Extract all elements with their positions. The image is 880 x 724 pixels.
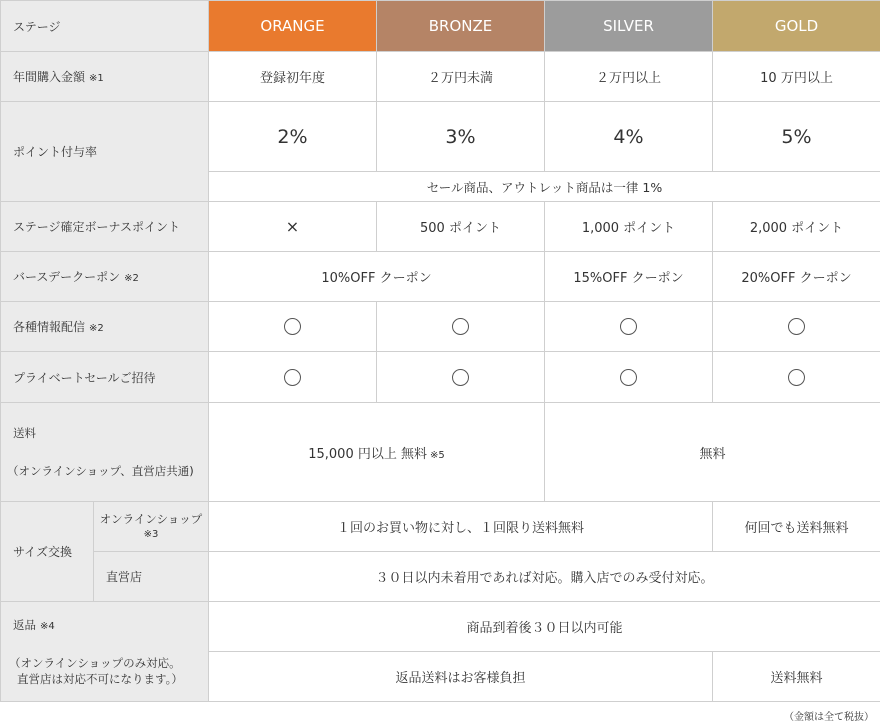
annual-gold: 10 万円以上 xyxy=(713,52,880,102)
bonus-orange-cross-icon: × xyxy=(209,202,377,252)
size-exchange-store-row xyxy=(1,552,880,602)
private-sale-silver xyxy=(545,352,713,403)
info-label-text: 各種情報配信 xyxy=(13,320,86,334)
birthday-row xyxy=(1,252,880,302)
info-label xyxy=(1,302,209,352)
private-sale-bronze xyxy=(377,352,545,403)
online-label-text: オンラインショップ xyxy=(99,511,203,526)
circle-icon xyxy=(284,318,301,335)
returns-period: 商品到着後３０日以内可能 xyxy=(209,602,880,652)
info-gold xyxy=(713,302,880,352)
bonus-gold: 2,000 ポイント xyxy=(713,202,880,252)
circle-icon xyxy=(452,318,469,335)
shipping-note: ※5 xyxy=(430,449,445,461)
returns-sub2: 直営店は対応不可になります。） xyxy=(17,671,183,686)
bonus-label: ステージ確定ボーナスポイント xyxy=(1,202,209,252)
points-bronze: 3% xyxy=(377,102,545,172)
points-label: ポイント付与率 xyxy=(1,102,209,202)
annual-label xyxy=(1,52,209,102)
info-note: ※2 xyxy=(89,323,104,334)
shipping-label xyxy=(1,403,209,502)
size-exchange-label: サイズ交換 xyxy=(1,502,94,602)
returns-cost-others: 返品送料はお客様負担 xyxy=(209,652,713,702)
annual-label-text: 年間購入金額 xyxy=(13,70,86,84)
points-orange: 2% xyxy=(209,102,377,172)
circle-icon xyxy=(284,369,301,386)
private-sale-row xyxy=(1,352,880,403)
shipping-silver-gold: 無料 xyxy=(545,403,880,502)
info-orange xyxy=(209,302,377,352)
circle-icon xyxy=(452,369,469,386)
private-sale-orange xyxy=(209,352,377,403)
points-sale-note: セール商品、アウトレット商品は一律 1% xyxy=(209,172,880,202)
info-row xyxy=(1,302,880,352)
info-bronze xyxy=(377,302,545,352)
returns-label-text: 返品 xyxy=(13,617,36,632)
shipping-orange-bronze-text: 15,000 円以上 無料 xyxy=(308,446,427,462)
header-row xyxy=(1,1,880,52)
returns-note: ※4 xyxy=(40,620,55,632)
stage-label: ステージ xyxy=(1,1,209,52)
birthday-note: ※2 xyxy=(124,273,139,284)
returns-cost-gold: 送料無料 xyxy=(713,652,880,702)
shipping-sub: （オンラインショップ、直営店共通) xyxy=(7,464,194,478)
returns-period-row xyxy=(1,602,880,652)
tax-footnote: （金額は全て税抜） xyxy=(784,712,874,723)
bonus-bronze: 500 ポイント xyxy=(377,202,545,252)
annual-orange: 登録初年度 xyxy=(209,52,377,102)
info-silver xyxy=(545,302,713,352)
size-exchange-online-row xyxy=(1,502,880,552)
size-exchange-online-value: １回のお買い物に対し、１回限り送料無料 xyxy=(209,502,713,552)
bonus-row xyxy=(1,202,880,252)
header-bronze: BRONZE xyxy=(377,1,545,52)
annual-silver: ２万円以上 xyxy=(545,52,713,102)
online-note: ※3 xyxy=(143,528,159,540)
points-row xyxy=(1,102,880,172)
birthday-label xyxy=(1,252,209,302)
shipping-label-text: 送料 xyxy=(13,426,36,440)
annual-row xyxy=(1,52,880,102)
birthday-label-text: バースデークーポン xyxy=(13,270,121,284)
birthday-gold: 20%OFF クーポン xyxy=(713,252,880,302)
size-exchange-online-label xyxy=(94,502,209,552)
header-gold: GOLD xyxy=(713,1,880,52)
header-orange: ORANGE xyxy=(209,1,377,52)
circle-icon xyxy=(620,318,637,335)
size-exchange-store-value: ３０日以内未着用であれば対応。購入店でのみ受付対応。 xyxy=(209,552,880,602)
points-gold: 5% xyxy=(713,102,880,172)
header-silver: SILVER xyxy=(545,1,713,52)
returns-sub1: （オンラインショップのみ対応。 xyxy=(9,655,181,670)
shipping-row xyxy=(1,403,880,502)
circle-icon xyxy=(620,369,637,386)
annual-note: ※1 xyxy=(89,73,104,84)
shipping-orange-bronze xyxy=(209,403,545,502)
private-sale-gold xyxy=(713,352,880,403)
private-sale-label: プライベートセールご招待 xyxy=(1,352,209,403)
size-exchange-store-label: 直営店 xyxy=(94,552,209,602)
bonus-silver: 1,000 ポイント xyxy=(545,202,713,252)
birthday-orange-bronze: 10%OFF クーポン xyxy=(209,252,545,302)
birthday-silver: 15%OFF クーポン xyxy=(545,252,713,302)
returns-label xyxy=(1,602,209,702)
size-exchange-online-gold: 何回でも送料無料 xyxy=(713,502,880,552)
points-silver: 4% xyxy=(545,102,713,172)
circle-icon xyxy=(788,369,805,386)
annual-bronze: ２万円未満 xyxy=(377,52,545,102)
circle-icon xyxy=(788,318,805,335)
